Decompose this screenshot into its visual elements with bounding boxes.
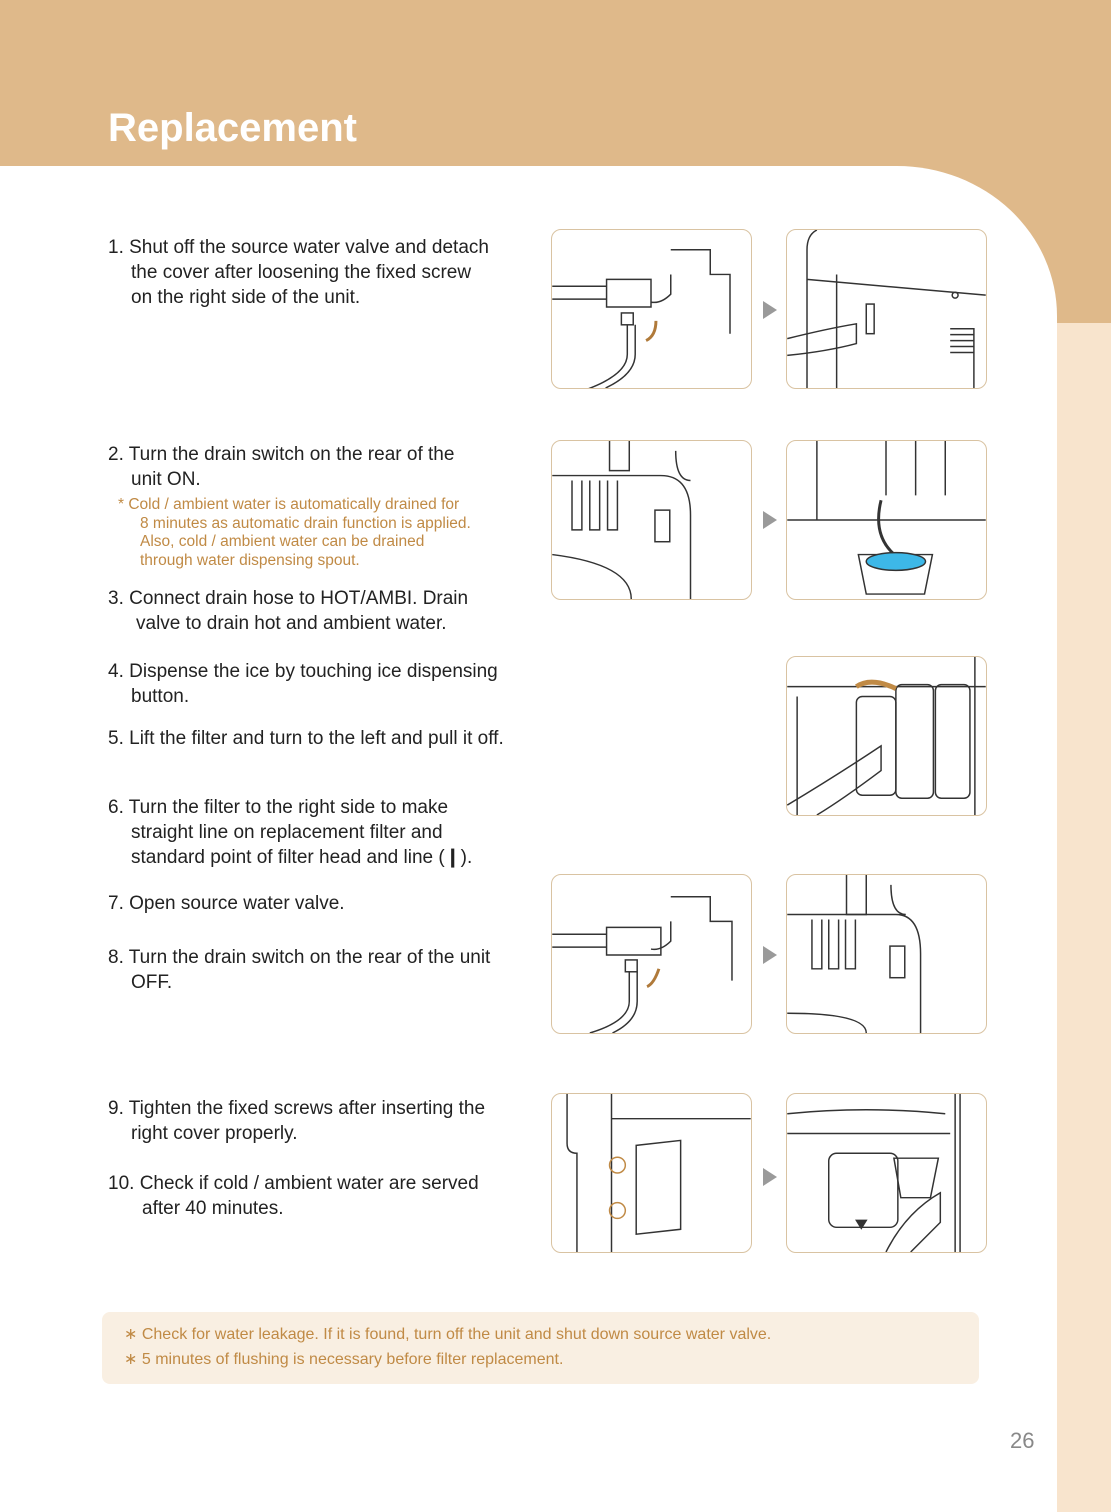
drain-switch-on-illustration: [551, 440, 752, 600]
water-dispense-illustration: [786, 1093, 987, 1253]
drain-note: * Cold / ambient water is automatically drained for 8 minutes as automatic drain function is applied. Also, cold / ambient water can be drained through water dispensing spout.: [118, 496, 471, 569]
footnote-leakage: ∗ Check for water leakage. If it is found, turn off the unit and shut down source water valve.: [124, 1326, 772, 1343]
step-9: 9. Tighten the fixed screws after inserting the right cover properly.: [108, 1098, 486, 1144]
footnote-box: [102, 1312, 979, 1384]
cover-removal-illustration: [786, 229, 987, 389]
step-3: 3. Connect drain hose to HOT/AMBI. Drain valve to drain hot and ambient water.: [108, 588, 469, 634]
step-6: 6. Turn the filter to the right side to make straight line on replacement filter and standard point of filter head and line (❙).: [108, 797, 473, 868]
step-5: 5. Lift the filter and turn to the left and pull it off.: [108, 728, 504, 749]
step-2: 2. Turn the drain switch on the rear of the unit ON.: [108, 444, 455, 490]
valve-open-illustration: [551, 874, 752, 1034]
footnote-flushing: ∗ 5 minutes of flushing is necessary before filter replacement.: [124, 1351, 564, 1368]
step-4: 4. Dispense the ice by touching ice dispensing button.: [108, 661, 498, 707]
cover-screw-illustration: [551, 1093, 752, 1253]
page-title: Replacement: [108, 106, 357, 150]
step-8: 8. Turn the drain switch on the rear of the unit OFF.: [108, 947, 491, 993]
step-10: 10. Check if cold / ambient water are served after 40 minutes.: [108, 1173, 479, 1219]
valve-close-illustration: [551, 229, 752, 389]
drain-hose-illustration: [786, 440, 987, 600]
drain-switch-off-illustration: [786, 874, 987, 1034]
filter-removal-illustration: [786, 656, 987, 816]
arrow-right-icon: [763, 1168, 777, 1186]
page-number: 26: [1010, 1428, 1035, 1453]
step-7: 7. Open source water valve.: [108, 893, 345, 914]
arrow-right-icon: [763, 946, 777, 964]
step-1: 1. Shut off the source water valve and detach the cover after loosening the fixed screw on the right side of the unit.: [108, 237, 489, 308]
arrow-right-icon: [763, 301, 777, 319]
arrow-right-icon: [763, 511, 777, 529]
